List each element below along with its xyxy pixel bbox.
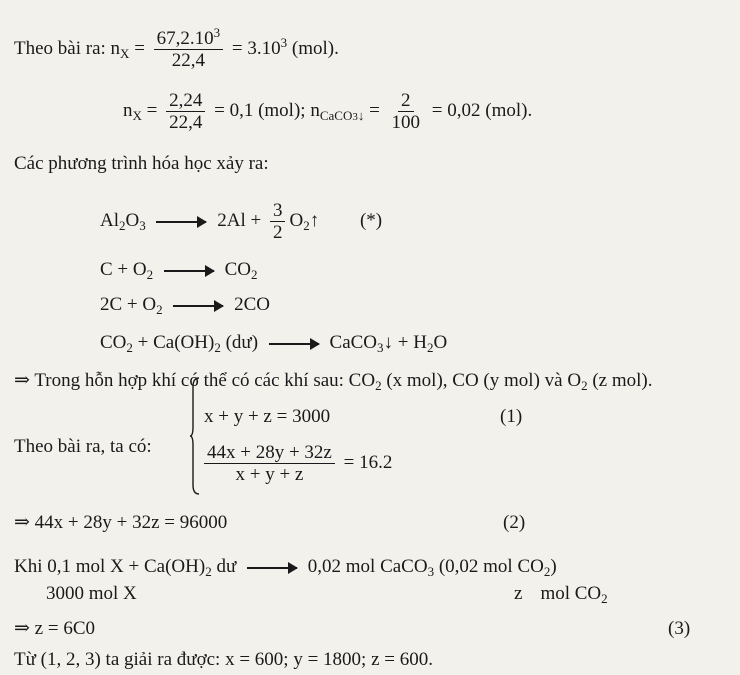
reaction-1: $Al_2O_3$ 2Al + $\frac{3}{2}$ $O_2↑$ (*) [100,200,383,243]
arrow-right-icon [247,567,297,569]
line-3000-mol: 3000 mol X [46,583,137,604]
fraction-caco3: $\frac{2}{100}$ [391,90,421,133]
line-phuong-trinh: Các phương trình hóa học xảy ra: [14,153,269,174]
equation-tag-1: (1) [500,406,523,427]
fraction-nx-1: $\frac{67,2.10^3}{22,4}$ [154,28,224,71]
reaction-4: $CO_2 + Ca(OH)_2$ (dư) CaCO$_3$↓ + $H_2O$ [100,332,448,355]
fraction-nx-2: $\frac{2,24}{22,4}$ [166,90,205,133]
arrow-right-icon [156,221,206,223]
line-equation-2: ⇒ 44x + 28y + 32z = 96000 [14,512,228,533]
arrow-right-icon [269,343,319,345]
line-z-result: ⇒ z = 6C0 [14,618,95,639]
line-hon-hop-khi: ⇒ Trong hỗn hợp khí có thể có các khí sau: $CO_2$ (x mol), CO (y mol) và $O_2$ (z mol). [14,370,653,393]
line-final-result: Từ (1, 2, 3) ta giải ra được: x = 600; y = 1800; z = 600. [14,649,433,670]
reaction-3: $2C + O_2$ 2CO [100,294,271,317]
line-nx-2: $n_X$ = $\frac{2,24}{22,4}$ = 0,1 (mol); $n_{CaCO3↓}$ = $\frac{2}{100}$ = 0,02 (mol). [123,90,533,133]
arrow-right-icon [164,270,214,272]
reaction-2: $C + O_2$ $CO_2$ [100,259,258,282]
equation-tag-3: (3) [668,618,691,639]
line-z-mol: z mol $CO_2$ [514,583,608,606]
line-theo-bai-ra-1: Theo bài ra: $n_X$ = $\frac{67,2.10^3}{22,4}$ = $3.10^3$ (mol). [14,25,339,71]
line-khi-0-1-mol: Khi 0,1 mol $X + Ca(OH)_2$ dư 0,02 mol CaCO$_3$ (0,02 mol $CO_2$) [14,556,557,579]
equation-fraction: $\frac{44x + 28y + 32z}{x + y + z}$ = 16.2 [200,442,392,485]
arrow-right-icon [173,305,223,307]
equation-1: x + y + z = 3000 [204,406,331,427]
curly-brace-icon [190,377,200,495]
system-label: Theo bài ra, ta có: [14,436,152,457]
fraction-3-2: $\frac{3}{2}$ [270,200,286,243]
equation-tag-2: (2) [503,512,526,533]
